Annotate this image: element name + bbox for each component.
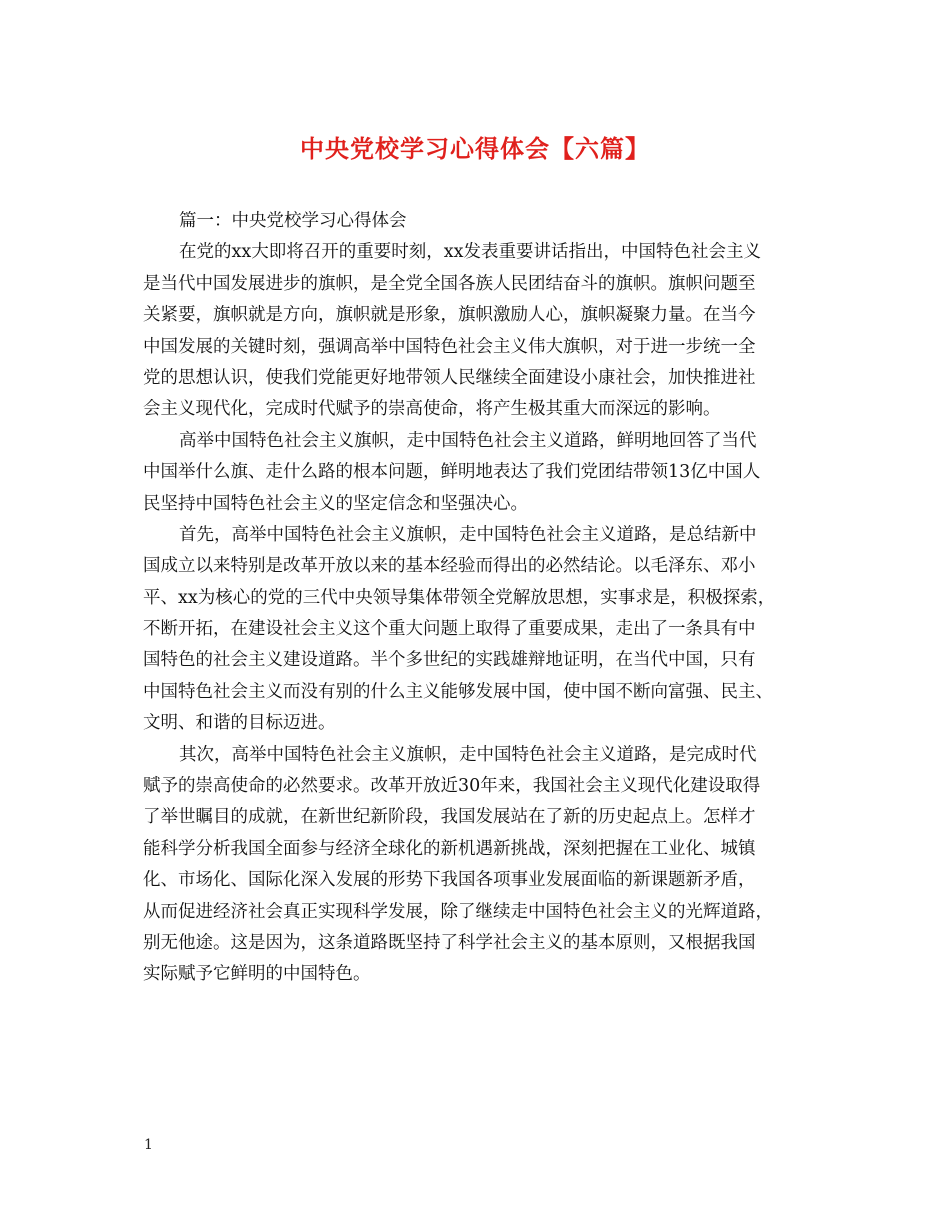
paragraph-line: 平、xx为核心的党的三代中央领导集体带领全党解放思想，实事求是，积极探索， (143, 587, 776, 608)
paragraph-line: 文明、和谐的目标迈进。 (143, 713, 336, 734)
paragraph-line: 中国特色社会主义而没有别的什么主义能够发展中国，使中国不断向富强、民主、 (143, 681, 773, 702)
paragraph-4 (143, 740, 813, 991)
paragraph-line: 国特色的社会主义建设道路。半个多世纪的实践雄辩地证明，在当代中国，只有 (143, 650, 756, 671)
paragraph-line: 党的思想认识，使我们党能更好地带领人民继续全面建设小康社会，加快推进社 (143, 367, 756, 388)
paragraph-1 (143, 237, 813, 425)
paragraph-line: 高举中国特色社会主义旗帜，走中国特色社会主义道路，鲜明地回答了当代 (179, 430, 757, 451)
paragraph-line: 是当代中国发展进步的旗帜，是全党全国各族人民团结奋斗的旗帜。旗帜问题至 (143, 273, 756, 294)
paragraph-line: 中国举什么旗、走什么路的根本问题，鲜明地表达了我们党团结带领13亿中国人 (143, 462, 761, 483)
paragraph-line: 不断开拓，在建设社会主义这个重大问题上取得了重要成果，走出了一条具有中 (143, 619, 756, 640)
paragraph-line: 其次，高举中国特色社会主义旗帜，走中国特色社会主义道路，是完成时代 (179, 744, 757, 765)
paragraph-line: 实际赋予它鲜明的中国特色。 (143, 964, 371, 985)
paragraph-line: 民坚持中国特色社会主义的坚定信念和坚强决心。 (143, 493, 528, 514)
paragraph-line: 了举世瞩目的成就，在新世纪新阶段，我国发展站在了新的历史起点上。怎样才 (143, 807, 756, 828)
paragraph-line: 会主义现代化，完成时代赋予的崇高使命，将产生极其重大而深远的影响。 (143, 399, 721, 420)
paragraph-line: 关紧要，旗帜就是方向，旗帜就是形象，旗帜激励人心，旗帜凝聚力量。在当今 (143, 305, 756, 326)
paragraph-line: 别无他途。这是因为，这条道路既坚持了科学社会主义的基本原则，又根据我国 (143, 932, 756, 953)
document-body (143, 206, 813, 991)
paragraph-line: 中国发展的关键时刻，强调高举中国特色社会主义伟大旗帜，对于进一步统一全 (143, 336, 756, 357)
paragraph-line: 在党的xx大即将召开的重要时刻，xx发表重要讲话指出，中国特色社会主义 (179, 242, 761, 263)
paragraph-line: 能科学分析我国全面参与经济全球化的新机遇新挑战，深刻把握在工业化、城镇 (143, 838, 756, 859)
paragraph-line: 首先，高举中国特色社会主义旗帜，走中国特色社会主义道路，是总结新中 (179, 524, 757, 545)
paragraph-2 (143, 426, 813, 520)
paragraph-line: 从而促进经济社会真正实现科学发展，除了继续走中国特色社会主义的光辉道路， (143, 901, 773, 922)
paragraph-line: 国成立以来特别是改革开放以来的基本经验而得出的必然结论。以毛泽东、邓小 (143, 556, 756, 577)
paragraph-line: 赋予的崇高使命的必然要求。改革开放近30年来，我国社会主义现代化建设取得 (143, 776, 761, 797)
paragraph-3 (143, 520, 813, 740)
page-number: 1 (144, 1137, 153, 1153)
paragraph-line: 化、市场化、国际化深入发展的形势下我国各项事业发展面临的新课题新矛盾， (143, 870, 756, 891)
section-heading: 篇一：中央党校学习心得体会 (179, 211, 407, 231)
document-title: 中央党校学习心得体会【六篇】 (300, 134, 650, 163)
